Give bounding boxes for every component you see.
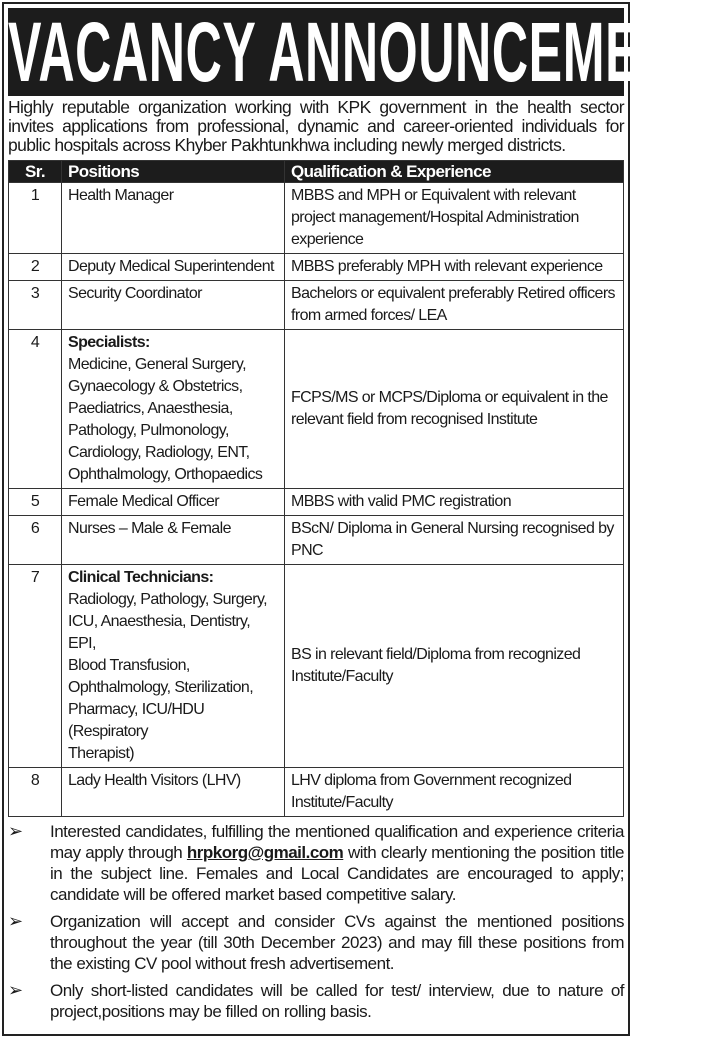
table-row — [9, 489, 624, 516]
table-row — [9, 254, 624, 281]
position-name: Security Coordinator — [68, 285, 202, 302]
row-qualification: BS in relevant field/Diploma from recognized Institute/Faculty — [285, 565, 624, 768]
row-qualification: MBBS and MPH or Equivalent with relevant project management/Hospital Administration experience — [285, 183, 624, 254]
row-position — [62, 565, 285, 768]
row-position — [62, 254, 285, 281]
position-group-heading: Clinical Technicians: — [68, 569, 214, 586]
position-name: Radiology, Pathology, Surgery, ICU, Anaesthesia, Dentistry, EPI, Blood Transfusion, Ophthalmology, Sterilization, Pharmacy, ICU/HDU (Respiratory Therapist) — [68, 591, 268, 762]
positions-table — [8, 160, 624, 817]
header-sr: Sr. — [9, 161, 62, 183]
row-position — [62, 516, 285, 565]
intro-paragraph: Highly reputable organization working with KPK government in the health sector invites applications from professional, dynamic and career-oriented individuals for public hospitals across Khyber Pakhtunkhwa including newly merged districts. — [8, 97, 624, 155]
position-name: Health Manager — [68, 187, 174, 204]
row-position — [62, 183, 285, 254]
title-band — [8, 5, 707, 99]
position-name: Lady Health Visitors (LHV) — [68, 772, 241, 789]
row-sr: 8 — [9, 768, 62, 817]
row-qualification: LHV diploma from Government recognized Institute/Faculty — [285, 768, 624, 817]
row-position — [62, 281, 285, 330]
row-sr: 3 — [9, 281, 62, 330]
row-qualification: Bachelors or equivalent preferably Retired officers from armed forces/ LEA — [285, 281, 624, 330]
table-row — [9, 330, 624, 489]
header-positions: Positions — [62, 161, 285, 183]
ad-title: VACANCY ANNOUNCEMENT — [8, 5, 707, 99]
table-header — [9, 161, 624, 183]
bullet-text: Interested candidates, fulfilling the mentioned qualification and experience criteria may apply through — [50, 822, 624, 862]
row-sr: 2 — [9, 254, 62, 281]
arrow-bullet-icon: ➢ — [8, 911, 23, 931]
position-group-heading: Specialists: — [68, 334, 150, 351]
table-row — [9, 183, 624, 254]
table-row — [9, 281, 624, 330]
row-qualification: FCPS/MS or MCPS/Diploma or equivalent in the relevant field from recognised Institute — [285, 330, 624, 489]
bullet-item — [8, 980, 624, 1022]
row-qualification: MBBS preferably MPH with relevant experience — [285, 254, 624, 281]
arrow-bullet-icon: ➢ — [8, 821, 23, 841]
row-sr: 6 — [9, 516, 62, 565]
ad-border — [2, 2, 707, 1036]
email-link[interactable]: hrpkorg@gmail.com — [186, 843, 344, 862]
position-name: Female Medical Officer — [68, 493, 220, 510]
position-name: Nurses – Male & Female — [68, 520, 231, 537]
row-position — [62, 768, 285, 817]
table-row — [9, 516, 624, 565]
arrow-bullet-icon: ➢ — [8, 980, 23, 1000]
instructions-list — [8, 821, 624, 1022]
bullet-item — [8, 821, 624, 905]
row-sr: 1 — [9, 183, 62, 254]
bullet-item — [8, 911, 624, 974]
bullet-text: with clearly mentioning the position title in the subject line. Females and Local Candidates are encouraged to apply; candidate will be offered market based competitive salary. — [50, 843, 624, 904]
row-sr: 4 — [9, 330, 62, 489]
position-name: Medicine, General Surgery, Gynaecology & Obstetrics, Paediatrics, Anaesthesia, Pathology, Pulmonology, Cardiology, Radiology, ENT, Ophthalmology, Orthopaedics — [68, 356, 263, 483]
header-qualification: Qualification & Experience — [285, 161, 624, 183]
row-sr: 7 — [9, 565, 62, 768]
table-row — [9, 768, 624, 817]
position-name: Deputy Medical Superintendent — [68, 258, 274, 275]
row-position — [62, 330, 285, 489]
row-qualification: BScN/ Diploma in General Nursing recognised by PNC — [285, 516, 624, 565]
row-position — [62, 489, 285, 516]
row-sr: 5 — [9, 489, 62, 516]
row-qualification: MBBS with valid PMC registration — [285, 489, 624, 516]
bullet-text: Organization will accept and consider CVs against the mentioned positions throughout the year (till 30th December 2023) and may fill these positions from the existing CV pool without fresh advertisement. — [50, 912, 624, 973]
table-row — [9, 565, 624, 768]
bullet-text: Only short-listed candidates will be called for test/ interview, due to nature of project,positions may be filled on rolling basis. — [50, 981, 624, 1021]
